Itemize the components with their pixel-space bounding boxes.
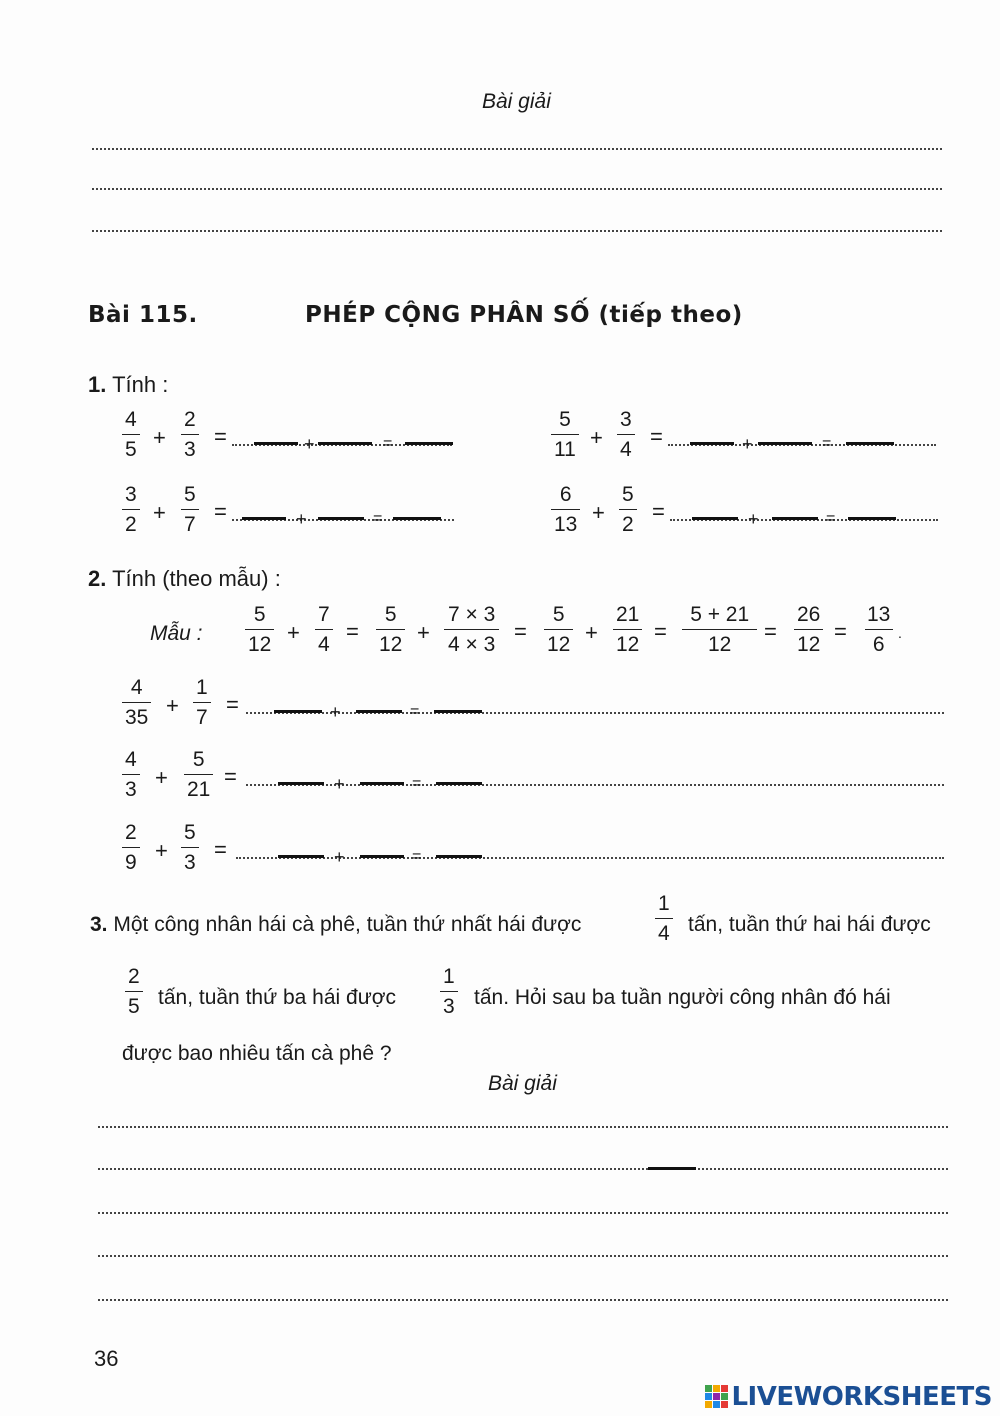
- plus-sign: +: [590, 425, 603, 450]
- answer-blank[interactable]: [393, 517, 441, 520]
- answer-blank[interactable]: [690, 442, 734, 445]
- fraction: $\frac{5}{3}$: [181, 822, 199, 873]
- q3-bai-giai: Bài giải: [488, 1072, 557, 1095]
- q3-line1: 3. Một công nhân hái cà phê, tuần thứ nhất hái được: [90, 913, 582, 936]
- plus-sign: +: [742, 434, 753, 454]
- q2-title: 2. Tính (theo mẫu) :: [88, 566, 281, 591]
- answer-mark: [648, 1167, 696, 1170]
- q3-line3: được bao nhiêu tấn cà phê ?: [122, 1042, 392, 1065]
- q3-line1-b: tấn, tuần thứ hai hái được: [688, 913, 931, 936]
- equals-sign: =: [650, 424, 663, 449]
- answer-dots: [246, 712, 944, 714]
- fraction: $\frac{5}{7}$: [181, 484, 199, 535]
- answer-blank[interactable]: [434, 710, 482, 713]
- answer-blank[interactable]: [405, 442, 453, 445]
- fraction: $\frac{7 \times 3}{4 \times 3}$: [444, 604, 499, 655]
- q3-line2-b: tấn. Hỏi sau ba tuần người công nhân đó hái: [474, 986, 891, 1009]
- fraction: $\frac{6}{13}$: [551, 484, 580, 535]
- equals-sign: =: [652, 499, 665, 524]
- answer-blank[interactable]: [758, 442, 812, 445]
- equals-sign: =: [514, 619, 527, 644]
- mau-label: Mẫu :: [150, 622, 203, 645]
- answer-line[interactable]: [98, 1168, 948, 1170]
- fraction: $\frac{3}{4}$: [617, 409, 635, 460]
- equals-sign: =: [822, 435, 832, 452]
- plus-sign: +: [585, 620, 598, 645]
- fraction: $\frac{2}{3}$: [181, 409, 199, 460]
- liveworksheets-text: LIVEWORKSHEETS: [731, 1382, 992, 1412]
- plus-sign: +: [417, 620, 430, 645]
- fraction: $\frac{4}{5}$: [122, 409, 140, 460]
- answer-blank[interactable]: [772, 517, 818, 520]
- answer-blank[interactable]: [278, 855, 324, 858]
- fraction: $\frac{5 + 21}{12}$: [682, 604, 757, 655]
- equals-sign: =: [826, 510, 836, 527]
- equals-sign: =: [224, 764, 237, 789]
- plus-sign: +: [592, 500, 605, 525]
- equals-sign: =: [764, 619, 777, 644]
- answer-blank[interactable]: [846, 442, 894, 445]
- fraction: $\frac{2}{5}$: [125, 966, 143, 1017]
- fraction: $\frac{5}{12}$: [245, 604, 274, 655]
- period: .: [898, 625, 902, 641]
- answer-line[interactable]: [98, 1212, 948, 1214]
- answer-blank[interactable]: [436, 855, 482, 858]
- plus-sign: +: [155, 765, 168, 790]
- answer-blank[interactable]: [278, 782, 324, 785]
- answer-blank[interactable]: [360, 782, 404, 785]
- answer-blank[interactable]: [360, 855, 404, 858]
- equals-sign: =: [214, 424, 227, 449]
- liveworksheets-icon: [705, 1385, 729, 1409]
- equals-sign: =: [654, 619, 667, 644]
- equals-sign: =: [373, 510, 383, 527]
- equals-sign: =: [226, 692, 239, 717]
- answer-blank[interactable]: [848, 517, 896, 520]
- answer-blank[interactable]: [436, 782, 482, 785]
- liveworksheets-logo: [705, 1382, 992, 1412]
- equals-sign: =: [346, 619, 359, 644]
- answer-blank[interactable]: [318, 517, 364, 520]
- fraction: $\frac{4}{3}$: [122, 749, 140, 800]
- plus-sign: +: [304, 434, 315, 454]
- answer-blank[interactable]: [318, 442, 372, 445]
- answer-blank[interactable]: [692, 517, 738, 520]
- plus-sign: +: [287, 620, 300, 645]
- equals-sign: =: [383, 435, 393, 452]
- fraction: $\frac{3}{2}$: [122, 484, 140, 535]
- fraction: $\frac{5}{11}$: [551, 409, 579, 460]
- answer-blank[interactable]: [254, 442, 298, 445]
- top-bai-giai: Bài giải: [482, 90, 551, 113]
- fraction: $\frac{1}{4}$: [655, 893, 673, 944]
- fraction: $\frac{2}{9}$: [122, 822, 140, 873]
- plus-sign: +: [296, 509, 307, 529]
- fraction: $\frac{21}{12}$: [613, 604, 642, 655]
- equals-sign: =: [412, 775, 422, 792]
- fraction: $\frac{5}{2}$: [619, 484, 637, 535]
- fraction: $\frac{13}{6}$: [864, 604, 893, 655]
- answer-line[interactable]: [98, 1255, 948, 1257]
- answer-blank[interactable]: [356, 710, 402, 713]
- answer-line[interactable]: [98, 1299, 948, 1301]
- equals-sign: =: [214, 499, 227, 524]
- answer-line[interactable]: [92, 148, 942, 150]
- answer-dots: [246, 784, 944, 786]
- equals-sign: =: [834, 619, 847, 644]
- answer-blank[interactable]: [242, 517, 286, 520]
- fraction: $\frac{1}{7}$: [193, 677, 211, 728]
- answer-blank[interactable]: [274, 710, 322, 713]
- fraction: $\frac{5}{12}$: [544, 604, 573, 655]
- equals-sign: =: [214, 837, 227, 862]
- plus-sign: +: [153, 425, 166, 450]
- answer-line[interactable]: [92, 230, 942, 232]
- fraction: $\frac{5}{21}$: [184, 749, 213, 800]
- plus-sign: +: [166, 693, 179, 718]
- plus-sign: +: [153, 500, 166, 525]
- q1-title: 1. Tính :: [88, 372, 169, 397]
- lesson-title: PHÉP CỘNG PHÂN SỐ (tiếp theo): [305, 302, 743, 328]
- fraction: $\frac{1}{3}$: [440, 966, 458, 1017]
- plus-sign: +: [330, 702, 341, 722]
- fraction: $\frac{5}{12}$: [376, 604, 405, 655]
- answer-line[interactable]: [92, 188, 942, 190]
- page-number: 36: [94, 1346, 119, 1371]
- fraction: $\frac{26}{12}$: [794, 604, 823, 655]
- fraction: $\frac{4}{35}$: [122, 677, 151, 728]
- plus-sign: +: [334, 847, 345, 867]
- equals-sign: =: [410, 703, 420, 720]
- answer-line[interactable]: [98, 1126, 948, 1128]
- fraction: $\frac{7}{4}$: [315, 604, 333, 655]
- lesson-number: Bài 115.: [88, 302, 198, 328]
- plus-sign: +: [334, 774, 345, 794]
- plus-sign: +: [748, 509, 759, 529]
- plus-sign: +: [155, 838, 168, 863]
- q3-line2-a: tấn, tuần thứ ba hái được: [158, 986, 397, 1009]
- equals-sign: =: [412, 848, 422, 865]
